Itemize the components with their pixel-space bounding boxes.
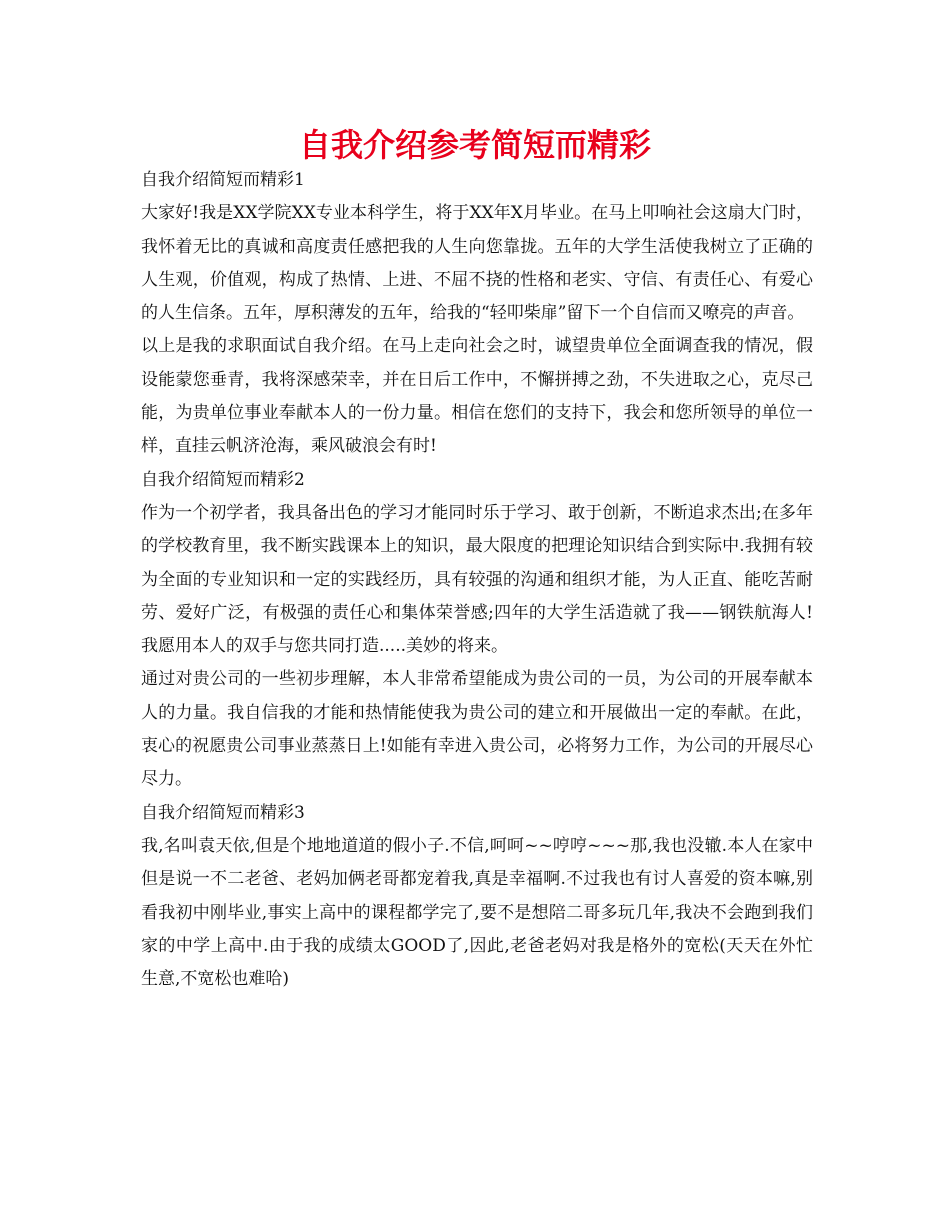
document-body (141, 164, 813, 996)
section-3 (141, 797, 813, 997)
section-heading: 自我介绍简短而精彩1 (141, 170, 305, 190)
paragraph: 我,名叫袁天依,但是个地地道道的假小子.不信,呵呵~~哼哼~~~那,我也没辙.本人在家中但是说一不二老爸、老妈加俩老哥都宠着我,真是幸福啊.不过我也有讨人喜爱的资本嘛,别看我初中刚毕业,事实上高中的课程都学完了,要不是想陪二哥多玩几年,我决不会跑到我们家的中学上高中.由于我的成绩太GOOD了,因此,老爸老妈对我是格外的宽松(天天在外忙生意,不宽松也难哈) (141, 835, 813, 990)
paragraph: 大家好!我是XX学院XX专业本科学生，将于XX年X月毕业。在马上叩响社会这扇大门时，我怀着无比的真诚和高度责任感把我的人生向您靠拢。五年的大学生活使我树立了正确的人生观，价值观，构成了热情、上进、不屈不挠的性格和老实、守信、有责任心、有爱心的人生信条。五年，厚积薄发的五年，给我的“轻叩柴扉”留下一个自信而又嘹亮的声音。 (141, 203, 813, 324)
paragraph: 通过对贵公司的一些初步理解，本人非常希望能成为贵公司的一员，为公司的开展奉献本人的力量。我自信我的才能和热情能使我为贵公司的建立和开展做出一定的奉献。在此，衷心的祝愿贵公司事业蒸蒸日上!如能有幸进入贵公司，必将努力工作，为公司的开展尽心尽力。 (141, 669, 813, 790)
paragraph: 作为一个初学者，我具备出色的学习才能同时乐于学习、敢于创新，不断追求杰出;在多年的学校教育里，我不断实践课本上的知识，最大限度的把理论知识结合到实际中.我拥有较为全面的专业知识和一定的实践经历，具有较强的沟通和组织才能，为人正直、能吃苦耐劳、爱好广泛，有极强的责任心和集体荣誉感;四年的大学生活造就了我——钢铁航海人!我愿用本人的双手与您共同打造.....美妙的将来。 (141, 502, 813, 657)
section-2 (141, 464, 813, 797)
paragraph: 以上是我的求职面试自我介绍。在马上走向社会之时，诚望贵单位全面调查我的情况，假设能蒙您垂青，我将深感荣幸，并在日后工作中，不懈拼搏之劲，不失进取之心，克尽己能，为贵单位事业奉献本人的一份力量。相信在您们的支持下，我会和您所领导的单位一样，直挂云帆济沧海，乘风破浪会有时! (141, 336, 813, 457)
document-title: 自我介绍参考简短而精彩 (298, 126, 651, 164)
section-heading: 自我介绍简短而精彩2 (141, 469, 305, 490)
section-1 (141, 164, 813, 464)
section-heading: 自我介绍简短而精彩3 (141, 802, 305, 823)
